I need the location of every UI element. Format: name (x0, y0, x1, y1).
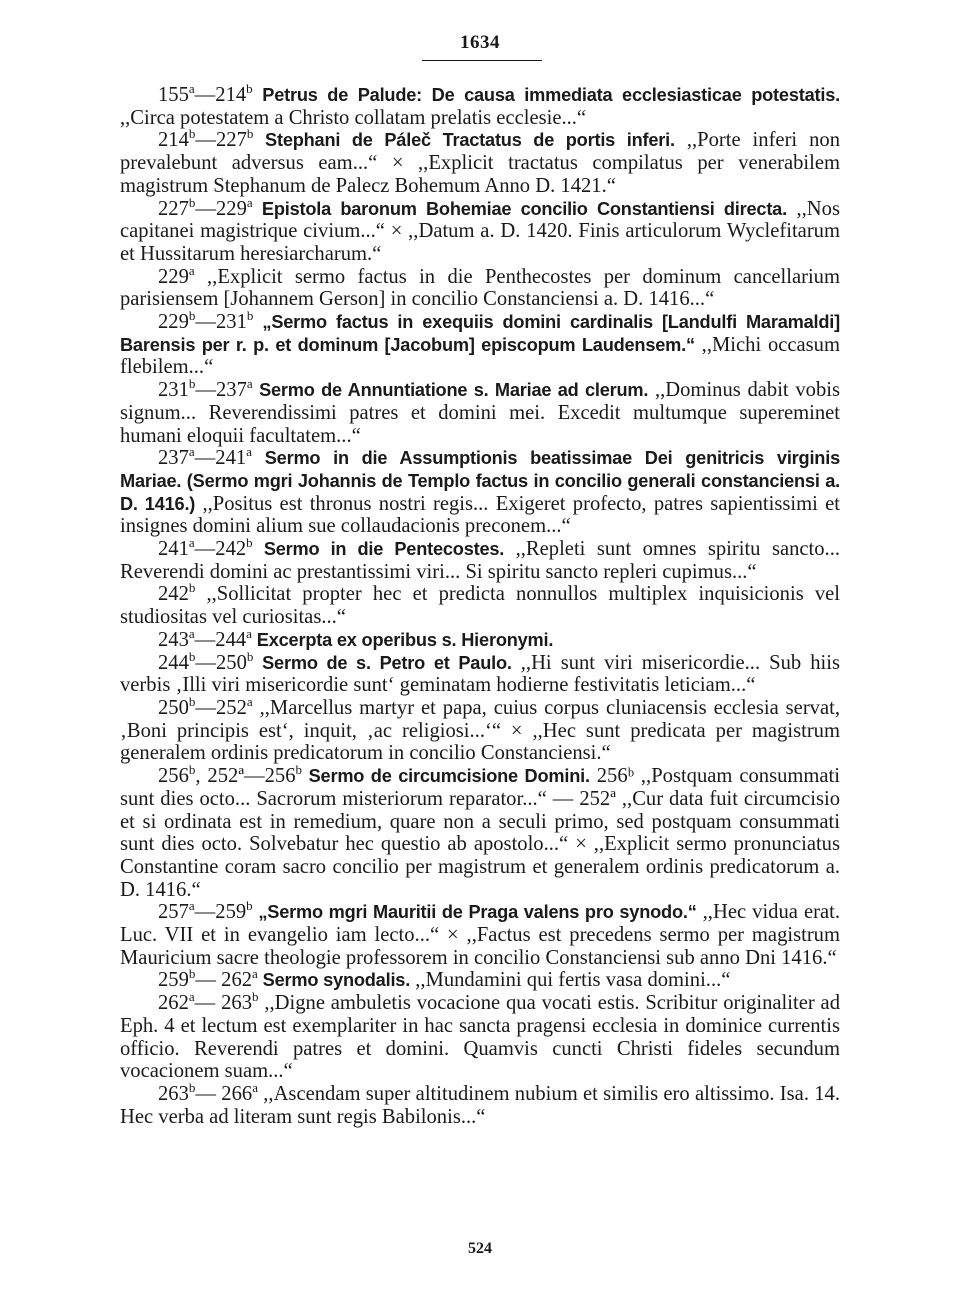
entry-folio-start-side: b (188, 648, 196, 664)
entry-folio-start: 243 (158, 628, 189, 651)
entry-folio-end-side: a (246, 376, 253, 392)
entry-folio-start: 259 (158, 969, 189, 992)
catalog-entry (120, 762, 841, 901)
entry-folio-start: 155 (158, 84, 189, 106)
entry-folio-start-side: a (188, 262, 195, 278)
entry-folio-start-side: b (188, 694, 196, 710)
catalog-entry (120, 262, 840, 311)
catalog-entry (120, 966, 840, 992)
entry-folio-end: 256 (264, 765, 296, 788)
entry-folio-start-side: b (188, 376, 196, 392)
entry-folio-start-side: b (188, 580, 196, 596)
entry-folio-start: 229 (158, 265, 189, 288)
entry-title: „Sermo factus in exequiis domini cardinalis [Landulfi Maramaldi] Barensis per r. p. et dominum [Jacobum] episcopum Laudensem.“ (120, 312, 840, 355)
entry-folio-start-side: a (188, 898, 195, 914)
entry-title: Excerpta ex operibus s. Hieronymi. (251, 629, 554, 650)
entry-incipit-explicit: ,,Ascendam super altitudinem nubium et similis ero altissimo. Isa. 14. Hec verba ad literam sunt regis Babilonis...“ (120, 1082, 841, 1128)
entry-folio-separator: , 252ª— (195, 765, 265, 788)
entry-folio-end-side: b (246, 898, 253, 914)
entry-incipit-explicit: ,,Explicit sermo factus in die Penthecostes per dominum cancellarium parisiensem [Johannem Gerson] in concilio Constanciensi a. D. 1416...“ (120, 265, 840, 311)
entry-folio-start-side: b (188, 194, 196, 210)
entry-title: Sermo in die Pentecostes. (252, 539, 505, 560)
entry-title: Sermo de circumcisione Domini. (302, 766, 590, 787)
entry-folio-end-side: b (246, 81, 253, 97)
entry-folio-end: 262 (221, 969, 253, 992)
entry-folio-end-side: b (246, 535, 253, 551)
entry-incipit-explicit: ,,Hi sunt viri misericordie... Sub hiis verbis ‚Illi viri misericordie sunt‘ geminatam hodierne festivitatis leticiam...“ (120, 651, 840, 697)
entry-folio-end-side: a (246, 626, 252, 642)
entry-folio-end: 231 (215, 311, 247, 334)
entry-folio-start-side: a (188, 81, 195, 97)
entry-incipit-explicit: ,,Dominus dabit vobis signum... Reverendissimi patres et domini mei. Excedit multumque supereminet humani eloquii facultatem...“ (120, 379, 840, 447)
entry-folio-end: 214 (215, 84, 247, 106)
entry-folio-start: 262 (158, 992, 189, 1015)
entry-folio-separator: — (194, 901, 216, 924)
entry-folio-separator: — (194, 84, 216, 106)
entry-incipit-explicit: ,,Repleti sunt omnes spiritu sancto... Reverendi domini ac prestantissimi viri... Si spiritu sancto repleri cupimus...“ (120, 538, 840, 583)
entry-folio-separator: — (195, 129, 216, 152)
entry-folio-end: 252 (215, 696, 247, 719)
entry-title: Epistola baronum Bohemiae concilio Constantiensi directa. (252, 198, 787, 219)
entry-folio-separator: — (195, 311, 216, 334)
entry-folio-start: 214 (158, 129, 189, 152)
entry-title: Sermo synodalis. (257, 970, 411, 991)
entry-folio-separator: — (195, 696, 216, 719)
entry-title: „Sermo mgri Mauritii de Praga valens pro synodo.“ (252, 902, 697, 923)
entry-incipit-explicit: ,,Mundamini qui fertis vasa domini...“ (410, 969, 731, 992)
entry-folio-end-side: b (246, 308, 254, 324)
catalog-entry (120, 626, 840, 652)
entry-folio-start: 241 (158, 538, 189, 561)
entry-folio-end: 259 (215, 901, 247, 924)
entry-folio-start-side: a (188, 535, 195, 551)
catalog-entry (120, 126, 840, 197)
catalog-text (120, 81, 841, 1128)
entry-incipit-explicit: ,,Marcellus martyr et papa, cuius corpus cluniacensis ecclesia servat, ‚Boni principis est‘, inquit, ‚ac religiosi...‘“ × ,,Hec sunt predicata per magistrum generalem ordinis predicatorum in concilio Constanciensi.“ (120, 696, 840, 765)
catalog-entry (120, 898, 840, 969)
entry-incipit-explicit: ,,Circa potestatem a Christo collatam prelatis ecclesie...“ (120, 106, 587, 129)
entry-folio-separator: — (194, 538, 216, 561)
catalog-entry (120, 648, 840, 697)
entry-folio-start-side: b (188, 308, 196, 324)
entry-incipit-explicit: ,,Nos capitanei magistrique civium...“ × ,,Datum a. D. 1420. Finis articulorum Wyclefitarum et Hussitarum heresiarcharum.“ (120, 197, 840, 265)
entry-folio-start-side: b (188, 126, 196, 142)
catalog-entry (120, 308, 841, 379)
entry-folio-end: 242 (215, 538, 247, 561)
catalog-entry (120, 694, 840, 765)
catalog-entry (120, 535, 840, 583)
entry-folio-separator: — (195, 379, 216, 402)
entry-title: Sermo de s. Petro et Paulo. (253, 652, 512, 673)
entry-folio-end-side: b (246, 648, 254, 664)
entry-folio-separator: — (194, 628, 216, 651)
entry-incipit-explicit: ,,Sollicitat propter hec et predicta nonnullos multiplex inquisicionis vel studiositas vel curiositas...“ (120, 583, 840, 629)
entry-folio-start-side: a (188, 989, 195, 1005)
entry-folio-end-side: a (246, 694, 253, 710)
entry-folio-start-side: b (188, 966, 196, 982)
entry-folio-start: 242 (158, 583, 189, 606)
entry-folio-start: 263 (158, 1082, 189, 1105)
entry-folio-end-side: a (252, 1080, 258, 1096)
entry-folio-start-side: b (188, 762, 196, 778)
entry-folio-end-side: a (246, 194, 253, 210)
entry-incipit-explicit: ,,Digne ambuletis vocacione qua vocati estis. Scribitur originaliter ad Eph. 4 et lectum est exemplariter in hac sancta pragensi ecclesia in dominice currentis officio. Reverendi patres et domini. Quamvis cuncti Christi fideles secundum vocacionem suam...“ (120, 992, 840, 1083)
entry-folio-start: 250 (158, 696, 189, 719)
entry-folio-end-side: b (295, 762, 302, 778)
entry-incipit-explicit: ,,Porte inferi non prevalebunt adversus eam...“ × ,,Explicit tractatus compilatus per venerabilem magistrum Stephanum de Palecz Bohemum Anno D. 1421.“ (120, 129, 840, 197)
entry-folio-end: 250 (215, 651, 247, 674)
entry-folio-start-side: a (188, 626, 195, 642)
entry-folio-end-side: b (252, 989, 259, 1005)
entry-folio-end: 263 (221, 992, 252, 1015)
entry-folio-end: 244 (215, 628, 247, 651)
entry-folio-separator: — (195, 651, 216, 674)
entry-folio-end: 266 (221, 1082, 253, 1105)
entry-folio-end: 241 (215, 447, 247, 470)
entry-folio-end-side: a (252, 966, 258, 982)
page-number: 1634 (460, 32, 500, 53)
entry-title: Petrus de Palude: De causa immediata ecclesiasticae potestatis. (252, 85, 840, 105)
entry-folio-end-side: b (246, 126, 254, 142)
catalog-entry (120, 989, 840, 1083)
entry-folio-separator: — (195, 1082, 222, 1105)
catalog-entry (120, 81, 840, 129)
entry-folio-start: 244 (158, 651, 189, 674)
catalog-entry (120, 194, 840, 266)
catalog-entry (120, 376, 840, 447)
entry-folio-end-side: a (246, 444, 252, 460)
entry-incipit-explicit: 256ᵇ ,,Postquam consummati sunt dies octo... Sacrorum misteriorum reparator...“ — 252ª ,,Cur data fuit circumcisio et si ordinata est in remedium, quare non a seculi primo, sed postquam consummati sunt dies octo. Solvebatur hec questio ab apostolo...“ × ,,Explicit sermo pronunciatus Constantine coram sacro concilio per magistrum et generalem ordinis predicatorum a. D. 1416.“ (120, 765, 841, 901)
entry-folio-start: 257 (158, 901, 189, 924)
entry-folio-start-side: b (188, 1080, 196, 1096)
catalog-entry (120, 1080, 841, 1128)
entry-folio-separator: — (194, 447, 216, 470)
entry-folio-start: 256 (158, 765, 189, 788)
entry-title: Sermo de Annuntiatione s. Mariae ad clerum. (252, 380, 649, 401)
catalog-entry (120, 444, 840, 538)
entry-folio-start: 231 (158, 379, 189, 402)
entry-folio-start: 229 (158, 311, 189, 334)
entry-folio-start: 237 (158, 447, 189, 470)
entry-folio-start-side: a (188, 444, 195, 460)
entry-folio-separator: — (195, 197, 216, 220)
entry-title: Sermo in die Assumptionis beatissimae Dei genitricis virginis Mariae. (Sermo mgri Johannis de Templo factus in concilio generali constanciensi a. D. 1416.) (120, 448, 840, 514)
entry-folio-separator: — (195, 969, 222, 992)
sheet-number: 524 (468, 1240, 492, 1257)
header-rule (422, 60, 542, 61)
entry-incipit-explicit: ,,Positus est thronus nostri regis... Exigeret profecto, patres sapientissimi et insignes domini alium sue collaudacionis preconem...“ (120, 492, 840, 538)
entry-folio-end: 229 (215, 197, 247, 220)
entry-folio-end: 227 (215, 129, 247, 152)
entry-folio-start: 227 (158, 197, 189, 220)
entry-title: Stephani de Páleč Tractatus de portis inferi. (253, 130, 675, 151)
entry-folio-separator: — (194, 992, 222, 1015)
catalog-entry (120, 580, 840, 629)
entry-incipit-explicit: ,,Michi occasum flebilem...“ (120, 333, 841, 379)
entry-folio-end: 237 (215, 379, 247, 402)
entry-incipit-explicit: ,,Hec vidua erat. Luc. VII et in evangelio iam lecto...“ × ,,Factus est precedens sermo per magistrum Mauricium sacre theologie professorem in concilio Constanciensi sub anno Dni 1416.“ (120, 901, 840, 969)
